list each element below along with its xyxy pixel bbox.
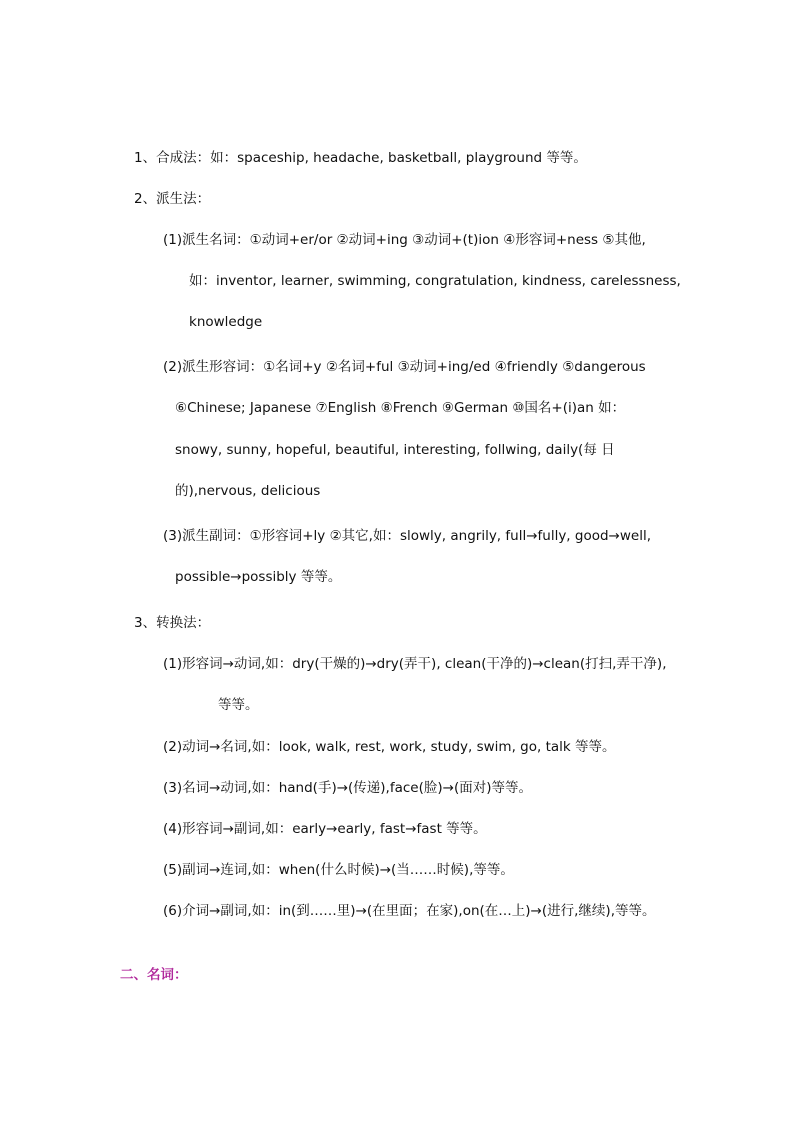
- derived-adjective-line-3: snowy, sunny, hopeful, beautiful, interesting, follwing, daily(每 日: [175, 442, 615, 458]
- conversion-preposition-adverb: (6)介词→副词,如：in(到……里)→(在里面；在家),on(在…上)→(进行,继续),等等。: [163, 903, 656, 919]
- derived-noun-line-1: (1)派生名词：①动词+er/or ②动词+ing ③动词+(t)ion ④形容词+ness ⑤其他,: [163, 232, 646, 248]
- section-1-compounding: 1、合成法：如：spaceship, headache, basketball, playground 等等。: [134, 150, 587, 166]
- derived-adverb-line-1: (3)派生副词：①形容词+ly ②其它,如：slowly, angrily, full→fully, good→well,: [163, 528, 652, 544]
- derived-adjective-line-1: (2)派生形容词：①名词+y ②名词+ful ③动词+ing/ed ④friendly ⑤dangerous: [163, 359, 646, 375]
- derived-adjective-line-4: 的),nervous, delicious: [175, 483, 321, 499]
- derived-noun-line-2: 如：inventor, learner, swimming, congratulation, kindness, carelessness,: [189, 273, 681, 289]
- section-2-heading: 2、派生法：: [134, 191, 211, 207]
- conversion-adj-adverb: (4)形容词→副词,如：early→early, fast→fast 等等。: [163, 821, 487, 837]
- conversion-noun-verb: (3)名词→动词,如：hand(手)→(传递),face(脸)→(面对)等等。: [163, 780, 532, 796]
- conversion-adverb-conjunction: (5)副词→连词,如：when(什么时候)→(当……时候),等等。: [163, 862, 514, 878]
- conversion-adj-verb-line-1: (1)形容词→动词,如：dry(干燥的)→dry(弄干), clean(干净的)→clean(打扫,弄干净),: [163, 656, 667, 672]
- derived-noun-line-3: knowledge: [189, 314, 263, 330]
- derived-adverb-line-2: possible→possibly 等等。: [175, 569, 342, 585]
- derived-adjective-line-2: ⑥Chinese; Japanese ⑦English ⑧French ⑨German ⑩国名+(i)an 如：: [175, 400, 626, 416]
- section-heading-nouns: 二、名词：: [120, 967, 188, 983]
- section-3-heading: 3、转换法：: [134, 615, 211, 631]
- conversion-adj-verb-line-2: 等等。: [218, 697, 259, 713]
- conversion-verb-noun: (2)动词→名词,如：look, walk, rest, work, study, swim, go, talk 等等。: [163, 739, 616, 755]
